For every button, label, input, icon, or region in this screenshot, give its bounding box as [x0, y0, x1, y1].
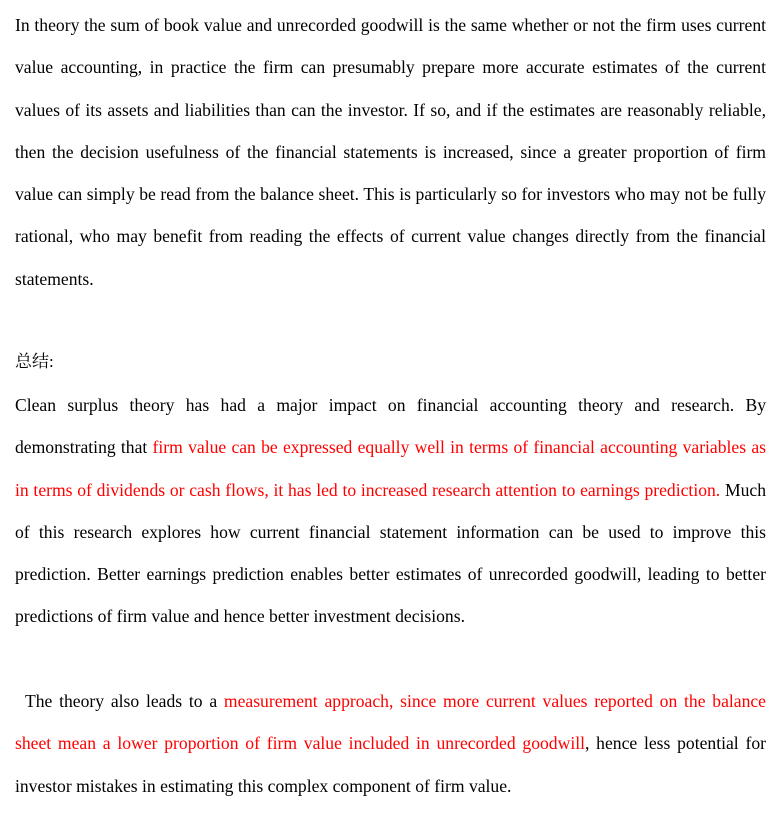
paragraph-2-text-start: Clean surplus theory has had a major impact on financial accounting theory and research. By demonstrating that — [15, 395, 766, 458]
paragraph-measurement-approach — [15, 680, 766, 807]
paragraph-current-value-accounting: In theory the sum of book value and unrecorded goodwill is the same whether or not the firm uses current value accounting, in practice the firm can presumably prepare more accurate estimates of the current values of its assets and liabilities than can the investor. If so, and if the estimates are reasonably reliable, then the decision usefulness of the financial statements is increased, since a greater proportion of firm value can simply be read from the balance sheet. This is particularly so for investors who may not be fully rational, who may benefit from reading the effects of current value changes directly from the financial statements. — [15, 15, 766, 289]
paragraph-3-text-end: , hence less potential for investor mistakes in estimating this complex component of firm value. — [15, 733, 766, 796]
paragraph-2-text-end: Much of this research explores how current financial statement information can be used to improve this prediction. Better earnings prediction enables better estimates of unrecorded goodwill, leading to better predictions of firm value and hence better investment decisions. — [15, 479, 766, 627]
paragraph-2-highlight: firm value can be expressed equally well in terms of financial accounting variables as in terms of dividends or cash flows, it has led to increased research attention to earnings prediction. — [15, 437, 766, 500]
paragraph-3-text-start: The theory also leads to a — [25, 691, 224, 711]
paragraph-3-highlight: measurement approach, since more current values reported on the balance sheet mean a lower proportion of firm value included in unrecorded goodwill — [15, 691, 766, 754]
summary-heading: 总结: — [15, 352, 54, 371]
paragraph-clean-surplus-theory — [15, 384, 766, 638]
